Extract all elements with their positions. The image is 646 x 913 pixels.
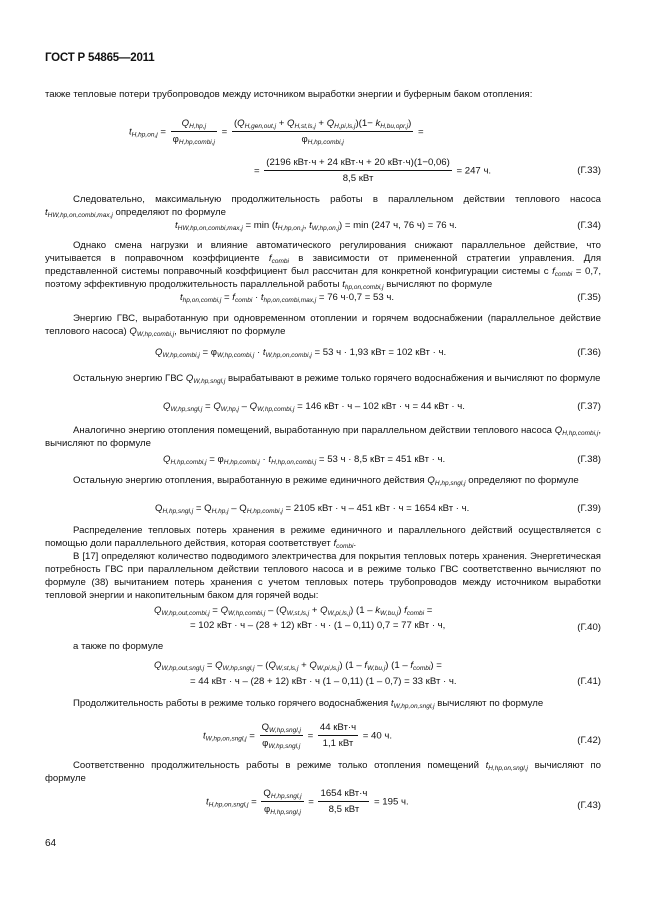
equation-g38: $Q_{H,hp,combi,j} = \varphi_{H,hp,combi,j} \cdot t_{H,hp,on,combi,j} = 53$ ч · 8,5 кВт = 451 кВт · ч. xyxy=(163,454,446,466)
equation-number: (Г.40) xyxy=(577,622,601,633)
paragraph xyxy=(73,640,573,653)
equation-g41-line2: = 44 кВт · ч – (28 + 12) кВт · ч (1 – 0,11) (1 – 0,7) = 33 кВт · ч. xyxy=(190,676,457,687)
equation-number: (Г.34) xyxy=(577,220,601,231)
paragraph: Однако смена нагрузки и влияние автоматического регулирования снижают параллельное действие, что учитывается в поправочном коэффициенте $f_{combi}$ в зависимости от примененной стратегии управления. Для представленной системы поправочный коэффициент был рассчитан для конкретной конфигурации системы с $f_{combi} = 0,7$, поэтому эффективную продолжительность параллельной работы $t_{hp,on,combi,j}$ вычисляют по формуле xyxy=(45,240,602,291)
paragraph: Соответственно продолжительность работы в режиме только отопления помещений $t_{H,hp,on,sngl,j}$ вычисляют по формуле xyxy=(45,760,602,784)
equation-g36: $Q_{W,hp,combi,j} = \varphi_{W,hp,combi,j} \cdot t_{W,hp,on,combi,j} = 53$ ч · 1,93 кВт = 102 кВт · ч. xyxy=(155,347,447,359)
equation-g37: $Q_{W,hp,sngl,j} = Q_{W,hp,j} - Q_{W,hp,combi,j} = 146$ кВт · ч – 102 кВт · ч = 44 кВт · ч. xyxy=(163,401,465,413)
equation-number: (Г.36) xyxy=(577,347,601,358)
paragraph-text: Энергию ГВС, выработанную при одновременном отоплении и горячем водоснабжении (параллельное действие теплового насоса) xyxy=(45,313,601,337)
paragraph-text: Остальную энергию отопления, выработанную в режиме единичного действия xyxy=(73,475,425,486)
paragraph xyxy=(45,550,601,602)
equation-g42: $t_{W,hp,on,sngl,j}$ = $\frac{Q_{W,hp,sngl,j}}{\varphi_{W,hp,sngl,j}}$ = $\frac{\text{44 кВт·ч}}{\text{1,1 кВт}}$ = 40 ч. xyxy=(203,722,393,750)
equation-result: = 53 ч · 1,93 кВт = 102 кВт · ч. xyxy=(314,347,447,358)
fraction-denominator: 8,5 кВт xyxy=(342,173,374,184)
paragraph-text: Аналогично энергию отопления помещений, выработанную при параллельном действии теплового насоса xyxy=(73,425,552,436)
paragraph: Следовательно, максимальную продолжительность работы в параллельном действии теплового насоса $t_{HW,hp,on,combi,max,j}$ определяют по формуле xyxy=(45,194,601,219)
equation-result: = min (247 ч, 76 ч) = 76 ч. xyxy=(344,220,457,231)
paragraph-text: Остальную энергию ГВС xyxy=(73,373,184,384)
equation-number: (Г.42) xyxy=(577,735,601,746)
paragraph: Продолжительность работы в режиме только горячего водоснабжения $t_{W,hp,on,sngl,j}$ вычисляют по формуле xyxy=(73,698,544,710)
paragraph-text: Соответственно продолжительность работы в режиме только отопления помещений xyxy=(73,760,479,771)
fraction-numerator: (2196 кВт·ч + 24 кВт·ч + 20 кВт·ч)(1−0,06) xyxy=(264,157,452,171)
paragraph: Энергию ГВС, выработанную при одновременном отоплении и горячем водоснабжении (параллельное действие теплового насоса) $Q_{W,hp,combi,j}$, вычисляют по формуле xyxy=(45,313,601,338)
page-number: 64 xyxy=(45,838,57,849)
equation-g41-line1: $Q_{W,hp,out,sngl,j} = Q_{W,hp,sngl,j} - (Q_{W,st,ls,j} + Q_{W,pi,ls,j})$ $(1 - f_{W,bu,j})$ $(1 - f_{combi})$ = xyxy=(154,660,442,672)
paragraph-text: Следовательно, максимальную продолжительность работы в параллельном действии теплового насоса xyxy=(73,194,601,205)
paragraph: Распределение тепловых потерь хранения в режиме единичного и параллельного действий осуществляется с помощью доли параллельного действия, которая соответствует $f_{combi}$. xyxy=(45,525,601,550)
equation-g34: $t_{HW,hp,on,combi,max,j} = \min (t_{H,hp,on,j}$, $t_{W,hp,on,j}) = \min (247$ ч, 76 ч) = 76 ч. xyxy=(175,220,457,232)
paragraph-text: также тепловые потери трубопроводов между источником выработки энергии и буферным баком отопления: xyxy=(45,89,533,100)
paragraph-text: Продолжительность работы в режиме только горячего водоснабжения xyxy=(73,698,389,709)
equation-g43: $t_{H,hp,on,sngl,j}$ = $\frac{Q_{H,hp,sngl,j}}{\varphi_{H,hp,sngl,j}}$ = $\frac{\text{1654 кВт·ч}}{\text{8,5 кВт}}$ = 195 ч. xyxy=(206,788,409,816)
equation-result: = 53 ч · 8,5 кВт = 451 кВт · ч. xyxy=(318,454,446,465)
fraction-numerator: 1654 кВт·ч xyxy=(318,788,369,802)
equation-number: (Г.41) xyxy=(577,676,601,687)
fraction-numerator: 44 кВт·ч xyxy=(318,722,358,736)
equation-number: (Г.43) xyxy=(577,800,601,811)
paragraph-text: определяют по формуле xyxy=(468,475,579,486)
paragraph: Остальную энергию отопления, выработанную в режиме единичного действия $Q_{H,hp,sngl,j}$ определяют по формуле xyxy=(73,475,579,487)
paragraph-text: В [17] определяют количество подводимого электричества для покрытия тепловых потерь хранения. Энергетическая потребность ГВС при параллельном действии теплового насоса и в режиме только ГВС соответственно вычисляют по формуле (38) вычитанием потерь хранения с учетом тепловых потерь трубопроводов между источником выработки тепловой энергии и накопительным баком для горячей воды: xyxy=(45,551,601,601)
equation-g33-line1: $t_{H,hp,on,j}$ = $\frac{Q_{H,hp,j}}{\varphi_{H,hp,combi,j}}$ = $\frac{(Q_{H,gen,out,j} + Q_{H,st,ls,j} + Q_{H,pi,ls,j})(1- k_{H,bu,opr,j})}{\varphi_{H,hp,combi,j}}$ = xyxy=(129,118,424,146)
equation-result: 247 ч. xyxy=(464,165,492,177)
equation-g39: $Q_{H,hp,sngl,j} = Q_{H,hp,j} - Q_{H,hp,combi,j} = 2105$ кВт · ч – 451 кВт · ч = 1654 кВт · ч. xyxy=(155,503,470,515)
paragraph-text: , вычисляют по формуле xyxy=(45,425,602,449)
equation-number: (Г.37) xyxy=(577,401,601,412)
equation-number: (Г.39) xyxy=(577,503,601,514)
paragraph-text: вырабатывают в режиме только горячего водоснабжения и вычисляют по формуле xyxy=(227,373,601,384)
equation-result: = 76 ч·0,7 = 53 ч. xyxy=(318,292,394,303)
equation-number: (Г.38) xyxy=(577,454,601,465)
paragraph: Остальную энергию ГВС $Q_{W,hp,sngl,j}$ вырабатывают в режиме только горячего водоснабжения и вычисляют по формуле xyxy=(73,373,601,385)
equation-result: = 40 ч. xyxy=(362,730,393,742)
paragraph-text: определяют по формуле xyxy=(115,207,226,218)
paragraph-text: вычисляют по формуле xyxy=(386,279,493,290)
equation-g40-line2: = 102 кВт · ч – (28 + 12) кВт · ч · (1 – 0,11) 0,7 = 77 кВт · ч, xyxy=(190,620,446,631)
paragraph: Аналогично энергию отопления помещений, выработанную при параллельном действии теплового насоса $Q_{H,hp,combi,j}$, вычисляют по формуле xyxy=(45,425,602,449)
equation-result: = 2105 кВт · ч – 451 кВт · ч = 1654 кВт · ч. xyxy=(285,503,470,514)
paragraph-text: вычисляют по формуле xyxy=(437,698,544,709)
document-header: ГОСТ Р 54865—2011 xyxy=(45,52,155,64)
paragraph-text: , вычисляют по формуле xyxy=(174,326,286,337)
paragraph-text: а также по формуле xyxy=(73,641,164,652)
paragraph-text: вычисляют по формуле xyxy=(45,760,602,784)
equation-g35: $t_{hp,on,combi,j} = f_{combi} \cdot t_{hp,on,combi,max,j} = 76$ ч·0,7 = 53 ч. xyxy=(180,292,394,304)
paragraph-text: в зависимости от примененной стратегии управления. Для представленной системы поправочный коэффициент был рассчитан для конкретной конфигурации системы с xyxy=(45,253,602,277)
equation-result: = 195 ч. xyxy=(374,796,409,808)
paragraph xyxy=(45,88,601,101)
equation-result: = 146 кВт · ч – 102 кВт · ч = 44 кВт · ч. xyxy=(297,401,465,412)
fraction-denominator: 1,1 кВт xyxy=(322,738,354,749)
paragraph-text: Распределение тепловых потерь хранения в режиме единичного и параллельного действий осуществляется с помощью доли параллельного действия, которая соответствует xyxy=(45,525,601,549)
equation-number: (Г.35) xyxy=(577,292,601,303)
fraction-denominator: 8,5 кВт xyxy=(328,804,360,815)
equation-g40-line1: $Q_{W,hp,out,combi,j} = Q_{W,hp,combi,j} - (Q_{W,st,ls,j} + Q_{W,pi,ls,j})$ $(1 - k_{W,bu,j})$ $f_{combi}$ = xyxy=(154,605,433,617)
equation-g33-line2: = $\frac{\text{(2196 кВт·ч + 24 кВт·ч + 20 кВт·ч)(1−0,06)}}{\text{8,5 кВт}}$ = 247 ч. xyxy=(254,157,492,184)
equation-number: (Г.33) xyxy=(577,165,601,176)
paragraph-text: = 0,7, поэтому эффективную продолжительность параллельной работы xyxy=(45,266,601,290)
paragraph-text: Однако смена нагрузки и влияние автоматического регулирования снижают параллельное действие, что учитывается в поправочном коэффициенте xyxy=(45,240,601,264)
